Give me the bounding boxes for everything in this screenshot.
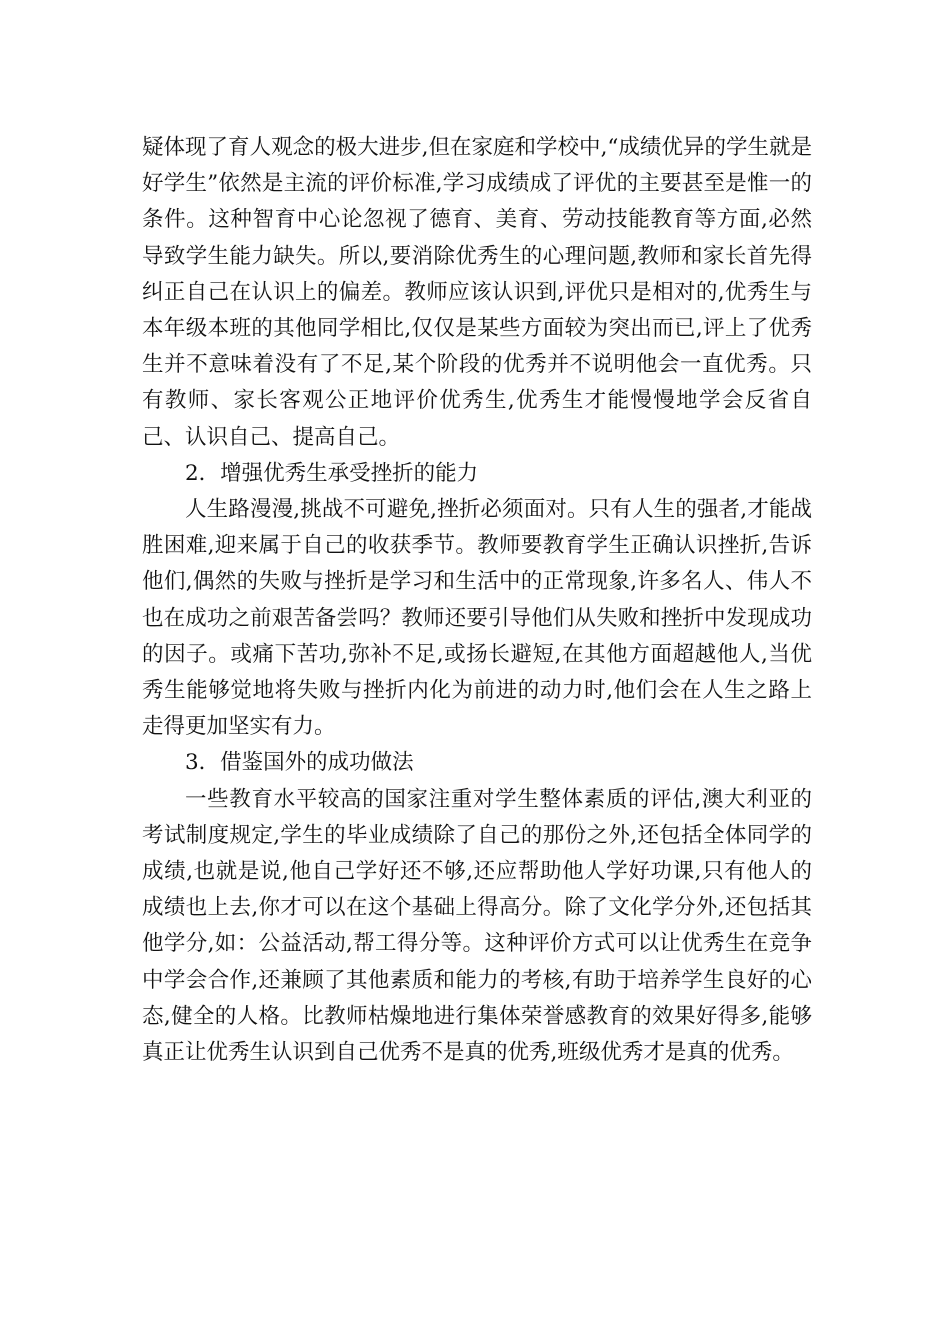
section-heading-3: 3．借鉴国外的成功做法: [185, 750, 414, 776]
section-heading-2: 2．增强优秀生承受挫折的能力: [185, 460, 479, 486]
document-body: [142, 130, 812, 1071]
paragraph-foreign-practice: 一些教育水平较高的国家注重对学生整体素质的评估,澳大利亚的考试制度规定,学生的毕业成绩除了自己的那份之外,还包括全体同学的成绩,也就是说,他自己学好还不够,还应帮助他人学好功课,只有他人的成绩也上去,你才可以在这个基础上得高分。除了文化学分外,还包括其他学分,如：公益活动,帮工得分等。这种评价方式可以让优秀生在竞争中学会合作,还兼顾了其他素质和能力的考核,有助于培养学生良好的心态,健全的人格。比教师枯燥地进行集体荣誉感教育的效果好得多,能够真正让优秀生认识到自己优秀不是真的优秀,班级优秀才是真的优秀。: [142, 786, 812, 1066]
paragraph-continuation: 疑体现了育人观念的极大进步,但在家庭和学校中,“成绩优异的学生就是好学生”依然是主流的评价标准,学习成绩成了评优的主要甚至是惟一的条件。这种智育中心论忽视了德育、美育、劳动技能教育等方面,必然导致学生能力缺失。所以,要消除优秀生的心理问题,教师和家长首先得纠正自己在认识上的偏差。教师应该认识到,评优只是相对的,优秀生与本年级本班的其他同学相比,仅仅是某些方面较为突出而已,评上了优秀生并不意味着没有了不足,某个阶段的优秀并不说明他会一直优秀。只有教师、家长客观公正地评价优秀生,优秀生才能慢慢地学会反省自己、认识自己、提高自己。: [142, 135, 812, 450]
paragraph-setbacks: 人生路漫漫,挑战不可避免,挫折必须面对。只有人生的强者,才能战胜困难,迎来属于自己的收获季节。教师要教育学生正确认识挫折,告诉他们,偶然的失败与挫折是学习和生活中的正常现象,许多名人、伟人不也在成功之前艰苦备尝吗？教师还要引导他们从失败和挫折中发现成功的因子。或痛下苦功,弥补不足,或扬长避短,在其他方面超越他人,当优秀生能够觉地将失败与挫折内化为前进的动力时,他们会在人生之路上走得更加坚实有力。: [142, 497, 812, 740]
